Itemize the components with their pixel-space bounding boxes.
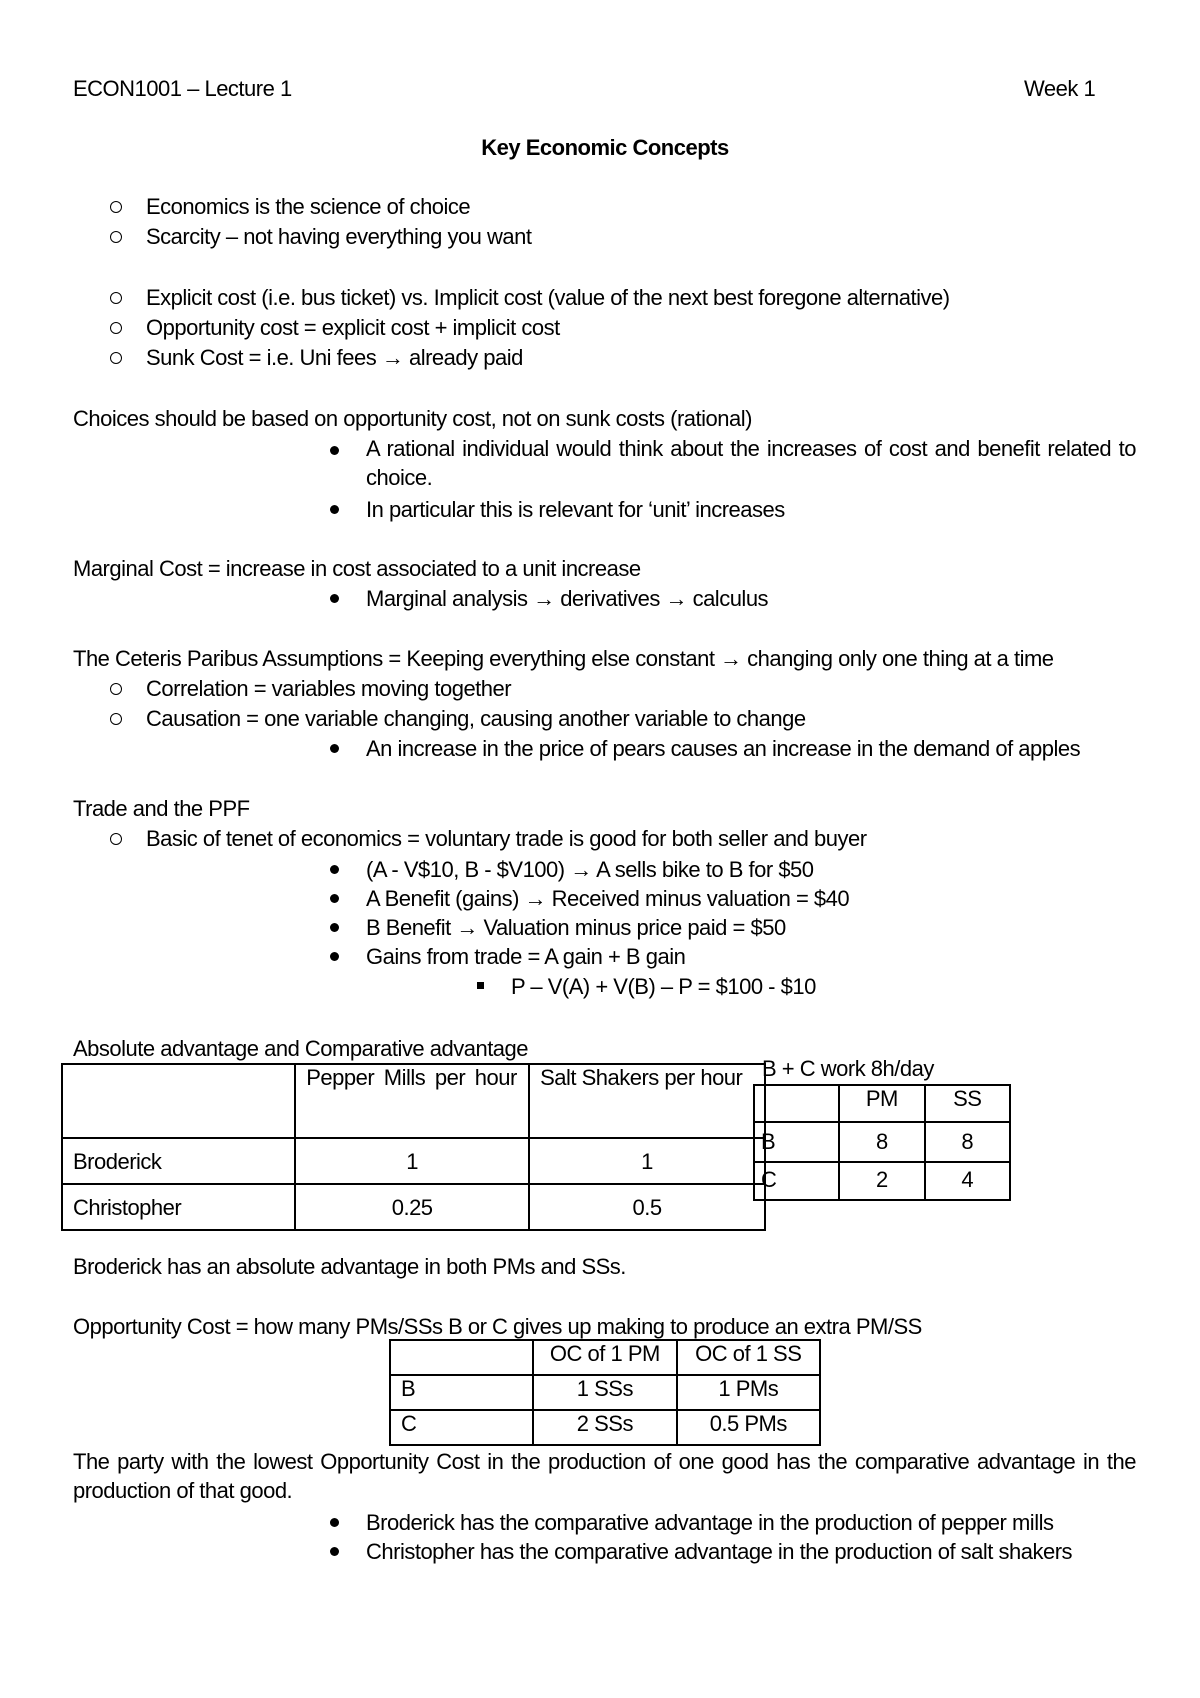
square-bullet-icon bbox=[477, 982, 484, 989]
table-cell: 1 bbox=[295, 1138, 529, 1184]
list-item: Causation = one variable changing, causing another variable to change bbox=[146, 706, 806, 731]
table-header-cell: OC of 1 PM bbox=[533, 1340, 676, 1375]
bullet-icon bbox=[330, 952, 339, 961]
section-heading: Choices should be based on opportunity cost, not on sunk costs (rational) bbox=[73, 406, 752, 431]
table-row bbox=[390, 1410, 820, 1445]
list-item: (A - V$10, B - $V100) → A sells bike to B for $50 bbox=[366, 857, 814, 882]
section-heading: The Ceteris Paribus Assumptions = Keeping everything else constant → changing only one thing at a time bbox=[73, 646, 1054, 671]
table-cell: 2 SSs bbox=[533, 1410, 676, 1445]
header-course: ECON1001 – Lecture 1 bbox=[73, 76, 292, 101]
table-header-cell bbox=[62, 1064, 295, 1138]
table-header-cell: OC of 1 SS bbox=[677, 1340, 820, 1375]
table-cell: 1 bbox=[529, 1138, 765, 1184]
list-item: Christopher has the comparative advantage in the production of salt shakers bbox=[366, 1539, 1073, 1564]
list-item: Scarcity – not having everything you want bbox=[146, 224, 532, 249]
list-item: B Benefit → Valuation minus price paid = $50 bbox=[366, 915, 786, 940]
table-cell: Broderick bbox=[62, 1138, 295, 1184]
table-header-cell: PM bbox=[839, 1085, 924, 1122]
header-week: Week 1 bbox=[1024, 76, 1096, 101]
table-cell: 0.5 bbox=[529, 1184, 765, 1230]
table-row bbox=[754, 1162, 1010, 1200]
list-item: Opportunity cost = explicit cost + implicit cost bbox=[146, 315, 560, 340]
table-cell: 8 bbox=[925, 1122, 1010, 1162]
table-cell: 4 bbox=[925, 1162, 1010, 1200]
table-header-cell bbox=[390, 1340, 533, 1375]
table-cell: C bbox=[754, 1162, 839, 1200]
table-cell: B bbox=[390, 1375, 533, 1410]
daily-output-table bbox=[753, 1084, 1011, 1201]
bullet-icon bbox=[330, 744, 339, 753]
table-cell: Christopher bbox=[62, 1184, 295, 1230]
bullet-icon bbox=[330, 865, 339, 874]
hollow-bullet-icon bbox=[110, 713, 122, 725]
list-item: Marginal analysis → derivatives → calculus bbox=[366, 586, 769, 611]
list-item: Basic of tenet of economics = voluntary trade is good for both seller and buyer bbox=[146, 826, 867, 851]
table-cell: 0.5 PMs bbox=[677, 1410, 820, 1445]
bullet-icon bbox=[330, 446, 339, 455]
hollow-bullet-icon bbox=[110, 201, 122, 213]
table-cell: B bbox=[754, 1122, 839, 1162]
table-row bbox=[390, 1375, 820, 1410]
hollow-bullet-icon bbox=[110, 352, 122, 364]
table-cell: 0.25 bbox=[295, 1184, 529, 1230]
list-item: In particular this is relevant for ‘unit’ increases bbox=[366, 497, 785, 522]
section-heading: Opportunity Cost = how many PMs/SSs B or C gives up making to produce an extra PM/SS bbox=[73, 1314, 922, 1339]
paragraph: The party with the lowest Opportunity Cost in the production of one good has the comparative advantage in the production of that good. bbox=[73, 1449, 1136, 1503]
section-heading: Absolute advantage and Comparative advantage bbox=[73, 1036, 529, 1061]
list-item: A Benefit (gains) → Received minus valuation = $40 bbox=[366, 886, 850, 911]
list-item: P – V(A) + V(B) – P = $100 - $10 bbox=[511, 974, 816, 999]
hollow-bullet-icon bbox=[110, 833, 122, 845]
section-heading: Trade and the PPF bbox=[73, 796, 250, 821]
table-cell: 2 bbox=[839, 1162, 924, 1200]
table-header-cell: Pepper Mills per hour bbox=[295, 1064, 529, 1138]
section-heading: Marginal Cost = increase in cost associated to a unit increase bbox=[73, 556, 641, 581]
production-table bbox=[61, 1063, 766, 1231]
table-cell: 1 SSs bbox=[533, 1375, 676, 1410]
table-row bbox=[62, 1138, 765, 1184]
hollow-bullet-icon bbox=[110, 231, 122, 243]
bullet-icon bbox=[330, 894, 339, 903]
table-cell: C bbox=[390, 1410, 533, 1445]
hollow-bullet-icon bbox=[110, 292, 122, 304]
side-note: B + C work 8h/day bbox=[762, 1056, 934, 1081]
conclusion-text: Broderick has an absolute advantage in both PMs and SSs. bbox=[73, 1254, 626, 1279]
bullet-icon bbox=[330, 594, 339, 603]
bullet-icon bbox=[330, 1547, 339, 1556]
table-header-cell: SS bbox=[925, 1085, 1010, 1122]
list-item: An increase in the price of pears causes an increase in the demand of apples bbox=[366, 736, 1081, 761]
table-cell: 8 bbox=[839, 1122, 924, 1162]
page-title: Key Economic Concepts bbox=[481, 135, 729, 160]
list-item: Correlation = variables moving together bbox=[146, 676, 512, 701]
list-item: Gains from trade = A gain + B gain bbox=[366, 944, 686, 969]
bullet-icon bbox=[330, 1518, 339, 1527]
table-row bbox=[62, 1184, 765, 1230]
bullet-icon bbox=[330, 923, 339, 932]
table-header-cell bbox=[754, 1085, 839, 1122]
table-row bbox=[754, 1122, 1010, 1162]
table-cell: 1 PMs bbox=[677, 1375, 820, 1410]
list-item: Economics is the science of choice bbox=[146, 194, 471, 219]
hollow-bullet-icon bbox=[110, 322, 122, 334]
list-item: Explicit cost (i.e. bus ticket) vs. Implicit cost (value of the next best foregone alternative) bbox=[146, 285, 950, 310]
list-item: A rational individual would think about the increases of cost and benefit related to choice. bbox=[366, 436, 1136, 490]
table-header-cell: Salt Shakers per hour bbox=[529, 1064, 765, 1138]
hollow-bullet-icon bbox=[110, 683, 122, 695]
list-item: Broderick has the comparative advantage in the production of pepper mills bbox=[366, 1510, 1054, 1535]
bullet-icon bbox=[330, 505, 339, 514]
opportunity-cost-table bbox=[389, 1339, 821, 1446]
list-item: Sunk Cost = i.e. Uni fees → already paid bbox=[146, 345, 523, 370]
